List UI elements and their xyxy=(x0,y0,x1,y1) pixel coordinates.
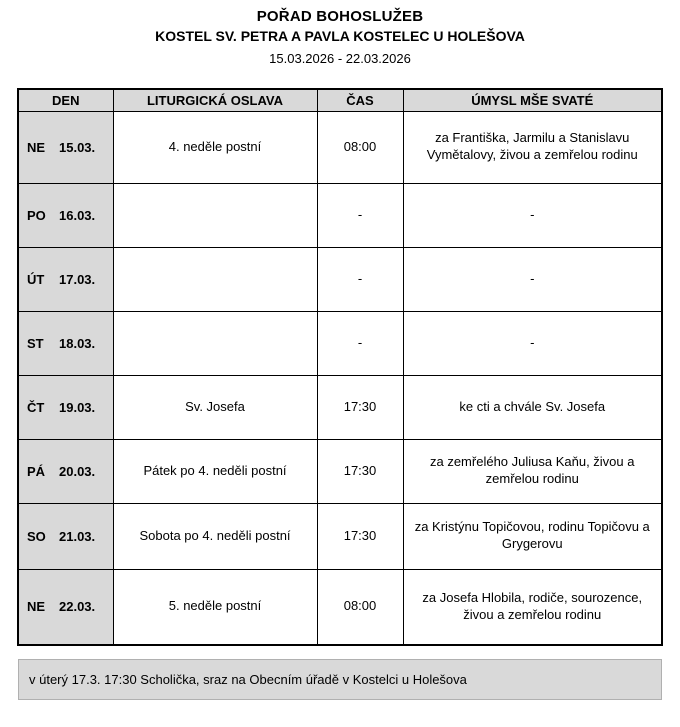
intention-cell: - xyxy=(403,183,662,247)
day-date: 17.03. xyxy=(59,271,96,287)
day-cell xyxy=(18,111,113,183)
intention-cell: za Františka, Jarmilu a Stanislavu Vymětalovy, živou a zemřelou rodinu xyxy=(403,111,662,183)
time-cell: 17:30 xyxy=(317,439,403,503)
table-row xyxy=(18,569,662,645)
day-cell xyxy=(18,569,113,645)
day-abbr: ST xyxy=(27,335,44,351)
table-row xyxy=(18,375,662,439)
intention-cell: za Kristýnu Topičovou, rodinu Topičovu a Grygerovu xyxy=(403,503,662,569)
day-date: 20.03. xyxy=(59,463,96,479)
table-row xyxy=(18,111,662,183)
day-abbr: SO xyxy=(27,528,46,544)
time-cell: 08:00 xyxy=(317,569,403,645)
day-abbr: NE xyxy=(27,139,46,155)
page-subtitle: KOSTEL SV. PETRA A PAVLA KOSTELEC U HOLEŠOVA xyxy=(155,28,525,44)
day-cell xyxy=(18,375,113,439)
table-header-row xyxy=(18,89,662,111)
date-range: 15.03.2026 - 22.03.2026 xyxy=(269,51,411,66)
day-date: 22.03. xyxy=(59,599,96,615)
day-date: 19.03. xyxy=(59,399,96,415)
day-abbr: NE xyxy=(27,599,46,615)
table-row xyxy=(18,183,662,247)
day-date: 15.03. xyxy=(59,139,96,155)
day-cell xyxy=(18,183,113,247)
time-cell: - xyxy=(317,183,403,247)
footer-note: v úterý 17.3. 17:30 Scholička, sraz na Obecním úřadě v Kostelci u Holešova xyxy=(18,659,662,700)
intention-cell: za Josefa Hlobila, rodiče, sourozence, živou a zemřelou rodinu xyxy=(403,569,662,645)
col-header-time: ČAS xyxy=(317,89,403,111)
celebration-cell: 5. neděle postní xyxy=(113,569,317,645)
day-date: 21.03. xyxy=(59,528,96,544)
celebration-cell: Pátek po 4. neděli postní xyxy=(113,439,317,503)
day-abbr: PO xyxy=(27,207,46,223)
table-row xyxy=(18,439,662,503)
intention-cell: ke cti a chvále Sv. Josefa xyxy=(403,375,662,439)
col-header-intention: ÚMYSL MŠE SVATÉ xyxy=(403,89,662,111)
time-cell: - xyxy=(317,247,403,311)
day-cell xyxy=(18,503,113,569)
time-cell: - xyxy=(317,311,403,375)
day-date: 16.03. xyxy=(59,207,96,223)
col-header-day: DEN xyxy=(18,89,113,111)
celebration-cell: 4. neděle postní xyxy=(113,111,317,183)
page-title: POŘAD BOHOSLUŽEB xyxy=(256,8,424,25)
document-header xyxy=(0,8,680,66)
time-cell: 08:00 xyxy=(317,111,403,183)
schedule-table xyxy=(17,88,663,646)
table-row xyxy=(18,247,662,311)
time-cell: 17:30 xyxy=(317,375,403,439)
day-abbr: ČT xyxy=(27,399,45,415)
time-cell: 17:30 xyxy=(317,503,403,569)
day-cell xyxy=(18,439,113,503)
intention-cell: za zemřelého Juliusa Kaňu, živou a zemřelou rodinu xyxy=(403,439,662,503)
day-cell xyxy=(18,311,113,375)
celebration-cell: Sobota po 4. neděli postní xyxy=(113,503,317,569)
col-header-celebration: LITURGICKÁ OSLAVA xyxy=(113,89,317,111)
celebration-cell: Sv. Josefa xyxy=(113,375,317,439)
celebration-cell xyxy=(113,183,317,247)
celebration-cell xyxy=(113,311,317,375)
day-abbr: ÚT xyxy=(27,271,45,287)
intention-cell: - xyxy=(403,311,662,375)
table-row xyxy=(18,503,662,569)
day-abbr: PÁ xyxy=(27,463,46,479)
celebration-cell xyxy=(113,247,317,311)
intention-cell: - xyxy=(403,247,662,311)
day-cell xyxy=(18,247,113,311)
table-row xyxy=(18,311,662,375)
day-date: 18.03. xyxy=(59,335,96,351)
